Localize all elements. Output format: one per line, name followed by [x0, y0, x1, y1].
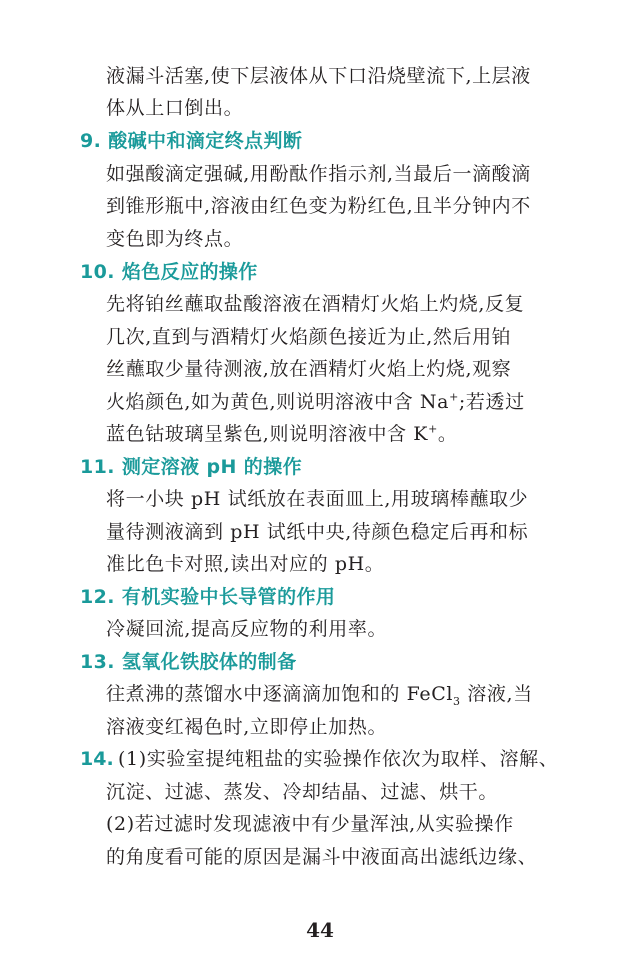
text-run: 往煮沸的蒸馏水中逐滴滴加饱和的 FeCl: [106, 683, 454, 705]
text-run: 火焰颜色,如为黄色,则说明溶液中含 Na: [106, 391, 450, 413]
section-heading-13: 13. 氢氧化铁胶体的制备: [80, 651, 297, 673]
page-number: 44: [306, 918, 334, 942]
body-line: 量待测液滴到 pH 试纸中央,待颜色稳定后再和标: [106, 521, 529, 543]
body-line: [106, 682, 533, 706]
section-number-14: 14.: [80, 748, 114, 770]
body-line: [106, 390, 525, 414]
superscript-plus: +: [449, 390, 459, 404]
text-run: ;若透过: [458, 391, 525, 413]
text-run: 。: [437, 423, 458, 445]
body-line: (1)实验室提纯粗盐的实验操作依次为取样、溶解、: [118, 748, 559, 770]
section-heading-9: 9. 酸碱中和滴定终点判断: [80, 130, 303, 152]
text-run: 蓝色钴玻璃呈紫色,则说明溶液中含 K: [106, 423, 429, 445]
section-heading-11: 11. 测定溶液 pH 的操作: [80, 456, 303, 478]
section-heading-12: 12. 有机实验中长导管的作用: [80, 586, 336, 608]
body-line: 如强酸滴定强碱,用酚酞作指示剂,当最后一滴酸滴: [106, 163, 531, 185]
body-line: 沉淀、过滤、蒸发、冷却结晶、过滤、烘干。: [106, 781, 499, 803]
body-line: 液漏斗活塞,使下层液体从下口沿烧壁流下,上层液: [106, 65, 531, 87]
body-line: 将一小块 pH 试纸放在表面皿上,用玻璃棒蘸取少: [106, 488, 529, 510]
body-line: 到锥形瓶中,溶液由红色变为粉红色,且半分钟内不: [106, 195, 531, 217]
body-line: 冷凝回流,提高反应物的利用率。: [106, 618, 388, 640]
body-line: 体从上口倒出。: [106, 97, 244, 119]
body-line: 丝蘸取少量待测液,放在酒精灯火焰上灼烧,观察: [106, 358, 512, 380]
section-heading-10: 10. 焰色反应的操作: [80, 261, 258, 283]
body-line: 先将铂丝蘸取盐酸溶液在酒精灯火焰上灼烧,反复: [106, 293, 525, 315]
subscript-3: 3: [453, 694, 461, 708]
body-line: [106, 422, 458, 446]
superscript-plus: +: [428, 422, 438, 436]
text-run: 溶液,当: [460, 683, 533, 705]
body-line: 准比色卡对照,读出对应的 pH。: [106, 553, 385, 575]
body-line: 溶液变红褐色时,立即停止加热。: [106, 716, 388, 738]
body-line: 的角度看可能的原因是漏斗中液面高出滤纸边缘、: [106, 846, 538, 868]
body-line: 变色即为终点。: [106, 228, 244, 250]
body-line: 几次,直到与酒精灯火焰颜色接近为止,然后用铂: [106, 326, 512, 348]
body-line: (2)若过滤时发现滤液中有少量浑浊,从实验操作: [106, 813, 514, 835]
